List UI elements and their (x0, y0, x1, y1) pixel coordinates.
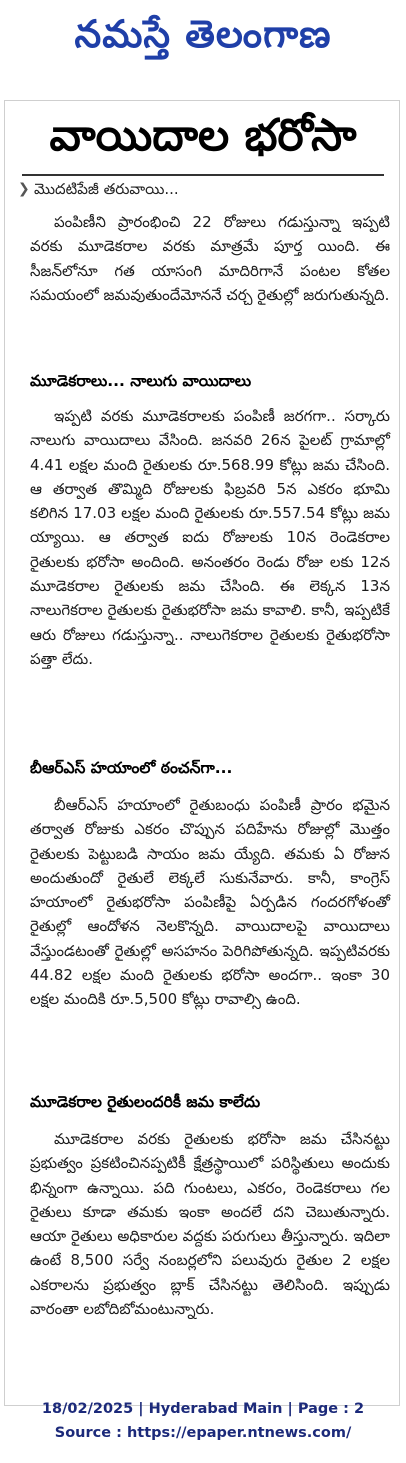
continued-from-front-page (18, 180, 179, 202)
chevron-right-icon: ❯ (18, 181, 30, 197)
article-paragraph-3 (30, 793, 390, 1012)
newspaper-masthead (0, 0, 406, 78)
paragraph-text: మూడెకరాల వరకు రైతులకు భరోసా జమ చేసినట్టు ప్రభుత్వం ప్రకటించినప్పటికీ క్షేత్రస్థాయిలో పరిస్థితులు అందుకు భిన్నంగా ఉన్నాయి. పది గుంటలు, ఎకరం, రెండెకరాలు గల రైతులు కూడా తమకు ఇంకా అందలే దని చెబుతున్నారు. ఆయా రైతులు అధికారుల వద్దకు పరుగులు తీస్తున్నారు. ఇదిలా ఉంటే 8,500 సర్వే నంబర్లలోని పలువురు రైతుల 2 లక్షల ఎకరాలను ప్రభుత్వం బ్లాక్ చేసినట్టు తెలిసింది. ఇప్పుడు వారంతా లబోదిబోమంటున్నారు. (30, 1130, 390, 1319)
article-paragraph-1 (30, 210, 390, 307)
headline-rule (22, 174, 384, 176)
headline-text: వాయిదాల భరోసా (49, 110, 357, 161)
subheading-1: మూడెకరాలు... నాలుగు వాయిదాలు (30, 372, 252, 390)
continued-label: మొదటిపేజీ తరువాయి... (34, 180, 179, 198)
masthead-title: నమస్తే తెలంగాణ (74, 12, 332, 56)
footer-source-link[interactable]: Source : https://epaper.ntnews.com/ (54, 1425, 352, 1441)
subheading-2: బీఆర్‌ఎస్ హయాంలో ఠంచన్‌గా... (30, 759, 233, 777)
article-headline (4, 108, 402, 174)
subheading-3: మూడెకరాల రైతులందరికీ జమ కాలేదు (30, 1093, 261, 1111)
paragraph-text: బీఆర్‌ఎస్ హయాంలో రైతుబంధు పంపిణీ ప్రారం భమైన తర్వాత రోజుకు ఎకరం చొప్పున పదిహేను రోజుల్లో మొత్తం రైతులకు పెట్టుబడి సాయం జమ య్యేది. తమకు ఏ రోజున అందుతుందో రైతులే లెక్కలే సుకునేవారు. కానీ, కాంగ్రెస్ హయాంలో రైతుభరోసా పంపిణీపై ఏర్పడిన గందరగోళంతో రైతుల్లో ఆందోళన నెలకొన్నది. వాయిదాలపై వాయిదాలు వేస్తుండటంతో రైతుల్లో అసహనం పెరిగిపోతున్నది. ఇప్పటివరకు 44.82 లక్షల మంది రైతులకు భరోసా అందగా.. ఇంకా 30 లక్షల మందికి రూ.5,500 కోట్లు రావాల్సి ఉంది. (30, 796, 390, 1009)
article-paragraph-2 (30, 404, 390, 671)
footer-date-edition: 18/02/2025 | Hyderabad Main | Page : 2 (41, 1401, 365, 1417)
paragraph-text: ఇప్పటి వరకు మూడెకరాలకు పంపిణీ జరగగా.. సర్కారు నాలుగు వాయిదాలు వేసింది. జనవరి 26న పైలట్ గ్రామాల్లో 4.41 లక్షల మంది రైతులకు రూ.568.99 కోట్లు జమ చేసింది. ఆ తర్వాత తొమ్మిది రోజులకు ఫిబ్రవరి 5న ఎకరం భూమి కలిగిన 17.03 లక్షల మంది రైతులకు రూ.557.54 కోట్లు జమ య్యాయి. ఆ తర్వాత ఐదు రోజులకు 10న రెండెకరాల రైతులకు భరోసా అందింది. అనంతరం రెండు రోజు లకు 12న మూడెకరాల రైతులకు జమ చేసింది. ఈ లెక్కన 13న నాలుగెకరాల రైతులకు రైతుభరోసా జమ కావాలి. కానీ, ఇప్పటికే ఆరు రోజులు గడుస్తున్నా.. నాలుగెకరాల రైతులకు రైతుభరోసా పత్తా లేదు. (30, 407, 390, 668)
article-paragraph-4 (30, 1127, 390, 1321)
paragraph-text: పంపిణీని ప్రారంభించి 22 రోజులు గడుస్తున్నా ఇప్పటి వరకు మూడెకరాల వరకు మాత్రమే పూర్త యింది. ఈ సీజన్‌లోనూ గత యాసంగి మాదిరిగానే పంటల కోతల సమయంలో జమవుతుందేమోననే చర్చ రైతుల్లో జరుగుతున్నది. (30, 213, 390, 304)
